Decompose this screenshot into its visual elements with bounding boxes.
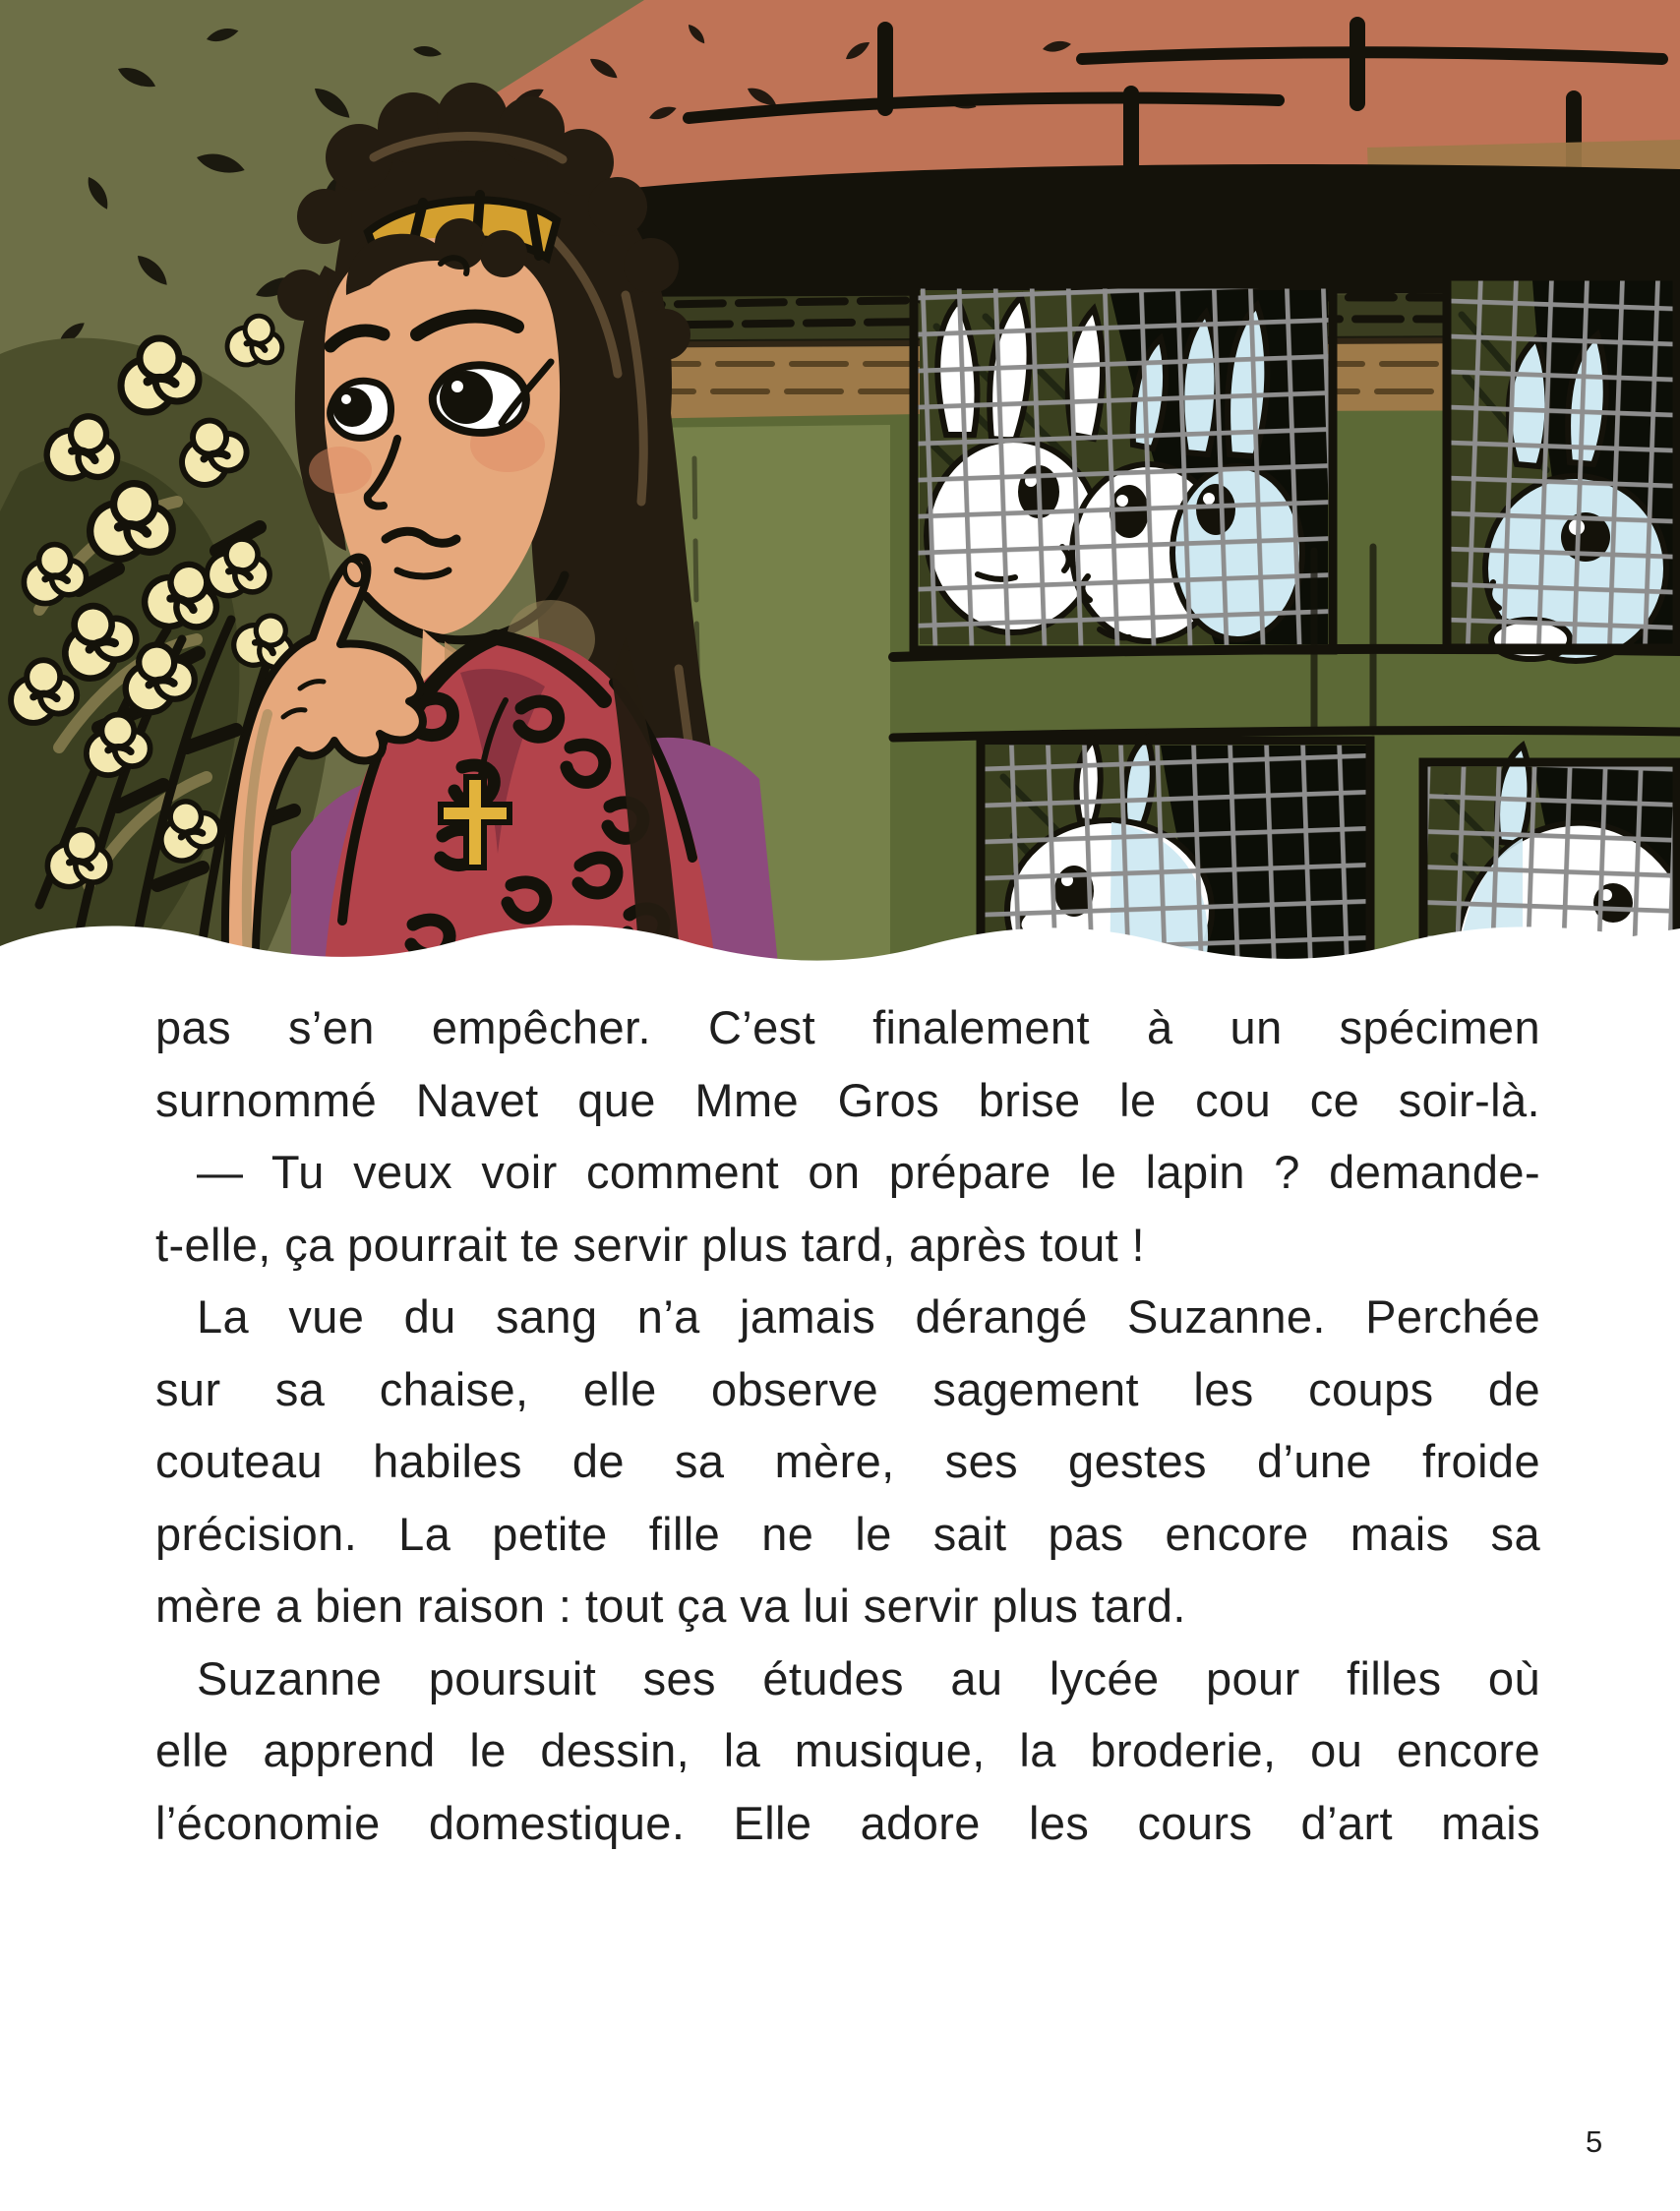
text-line: La vue du sang n’a jamais dérangé Suzanne. Perchée [197, 1290, 1540, 1343]
text-line: surnommé Navet que Mme Gros brise le cou ce soir-là. [155, 1073, 1540, 1126]
left-eye [330, 381, 391, 438]
text-line: elle apprend le dessin, la musique, la broderie, ou encore [155, 1724, 1540, 1776]
page-number: 5 [1586, 2124, 1603, 2159]
text-line: Suzanne poursuit ses études au lycée pour filles où [197, 1651, 1540, 1704]
text-line: sur sa chaise, elle observe sagement les coups de [155, 1362, 1540, 1415]
text-line: pas s’en empêcher. C’est finalement à un spécimen [155, 1001, 1540, 1053]
right-eye [433, 365, 526, 433]
text-line: — Tu veux voir comment on prépare le lapin ? demande- [197, 1146, 1540, 1198]
wire-mesh [1444, 273, 1680, 651]
book-illustration [0, 0, 1680, 993]
text-line: précision. La petite fille ne le sait pas encore mais sa [155, 1507, 1540, 1560]
text-line: couteau habiles de sa mère, ses gestes d’une froide [155, 1435, 1540, 1487]
text-line: t-elle, ça pourrait te servir plus tard, après tout ! [155, 1218, 1146, 1271]
story-text [155, 991, 1540, 1859]
cage-upper-left [911, 281, 1336, 653]
wire-mesh [911, 281, 1336, 653]
text-line: mère a bien raison : tout ça va lui servir plus tard. [155, 1580, 1186, 1632]
text-line: l’économie domestique. Elle adore les cours d’art mais [155, 1796, 1540, 1849]
cage-upper-right [1444, 273, 1680, 661]
